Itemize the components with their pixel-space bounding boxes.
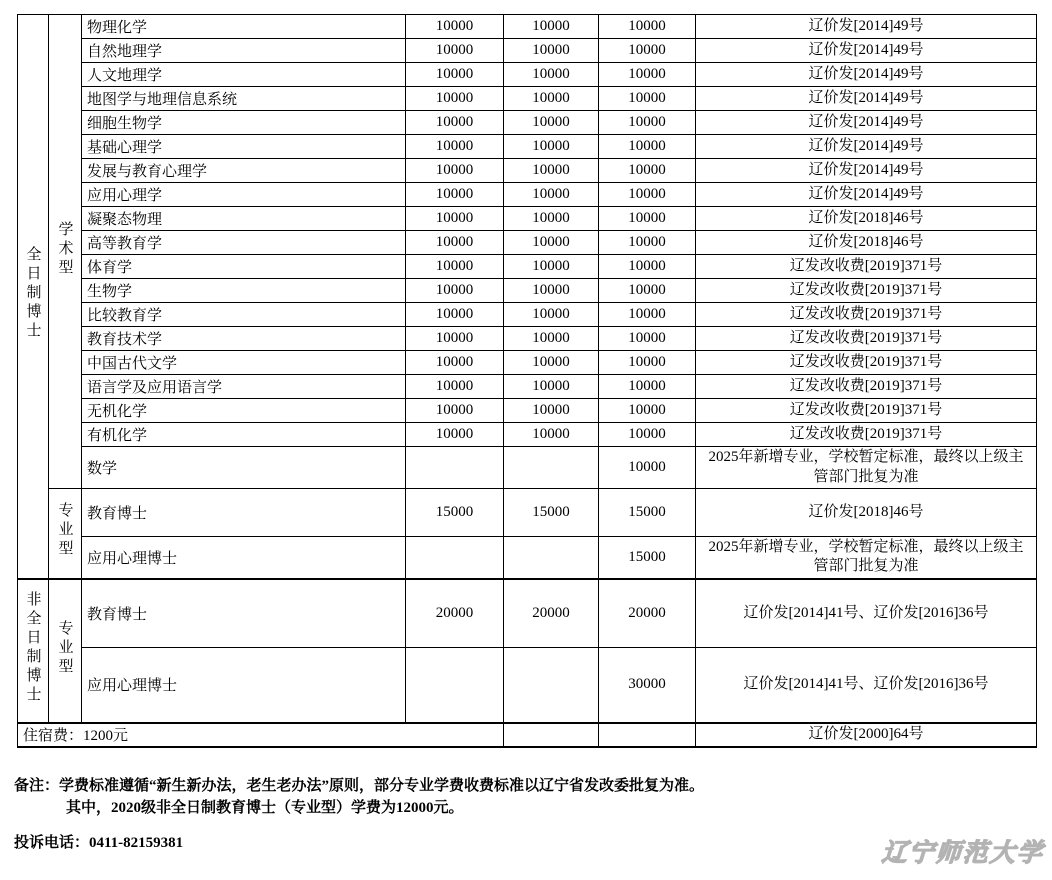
fee-year3-cell: 10000 xyxy=(599,87,696,111)
basis-cell: 辽价发[2014]49号 xyxy=(696,111,1037,135)
table-row xyxy=(18,87,1037,111)
table-row xyxy=(18,279,1037,303)
category-label-parttime: 非全日制博士 xyxy=(24,591,41,705)
fee-year2-cell: 10000 xyxy=(504,159,599,183)
fee-year2-cell: 10000 xyxy=(504,15,599,39)
type-label-professional: 专业型 xyxy=(56,502,73,560)
basis-cell: 辽价发[2018]46号 xyxy=(696,489,1037,537)
fee-year2-cell xyxy=(504,723,599,747)
table-row xyxy=(18,111,1037,135)
major-cell: 数学 xyxy=(82,447,406,489)
fee-year2-cell: 10000 xyxy=(504,279,599,303)
fee-year3-cell: 10000 xyxy=(599,255,696,279)
major-cell: 教育博士 xyxy=(82,489,406,537)
fee-year1-cell: 15000 xyxy=(406,489,504,537)
complaint-phone: 投诉电话：0411-82159381 xyxy=(14,835,184,851)
basis-cell: 辽价发[2014]49号 xyxy=(696,39,1037,63)
fee-year2-cell: 10000 xyxy=(504,135,599,159)
category-cell-parttime xyxy=(18,579,49,723)
basis-cell: 辽发改收费[2019]371号 xyxy=(696,303,1037,327)
fee-year1-cell: 10000 xyxy=(406,351,504,375)
basis-cell: 辽价发[2018]46号 xyxy=(696,207,1037,231)
fee-year2-cell: 10000 xyxy=(504,423,599,447)
fee-year1-cell: 10000 xyxy=(406,15,504,39)
fee-year1-cell: 10000 xyxy=(406,135,504,159)
basis-cell: 辽发改收费[2019]371号 xyxy=(696,327,1037,351)
fee-year3-cell: 10000 xyxy=(599,111,696,135)
fee-year3-cell: 10000 xyxy=(599,303,696,327)
fee-year1-cell xyxy=(406,648,504,723)
fee-year1-cell: 10000 xyxy=(406,423,504,447)
table-row xyxy=(18,423,1037,447)
table-row xyxy=(18,537,1037,579)
basis-cell: 辽价发[2014]41号、辽价发[2016]36号 xyxy=(696,648,1037,723)
major-cell: 细胞生物学 xyxy=(82,111,406,135)
fee-year3-cell: 15000 xyxy=(599,489,696,537)
major-cell: 高等教育学 xyxy=(82,231,406,255)
fee-year1-cell: 10000 xyxy=(406,375,504,399)
fee-year2-cell: 10000 xyxy=(504,327,599,351)
fee-year1-cell: 10000 xyxy=(406,255,504,279)
table-row xyxy=(18,399,1037,423)
note-line-1: 备注：学费标准遵循“新生新办法，老生老办法”原则，部分专业学费收费标准以辽宁省发改委批复为准。 xyxy=(14,778,705,794)
notes xyxy=(14,775,1024,854)
major-cell: 应用心理博士 xyxy=(82,537,406,579)
major-cell: 体育学 xyxy=(82,255,406,279)
fee-year3-cell: 10000 xyxy=(599,159,696,183)
basis-cell: 辽价发[2018]46号 xyxy=(696,231,1037,255)
fee-year3-cell: 10000 xyxy=(599,351,696,375)
basis-cell: 辽价发[2014]49号 xyxy=(696,135,1037,159)
fee-year2-cell xyxy=(504,447,599,489)
fee-year2-cell: 10000 xyxy=(504,375,599,399)
table-row xyxy=(18,135,1037,159)
major-cell: 生物学 xyxy=(82,279,406,303)
table-row xyxy=(18,375,1037,399)
major-cell: 语言学及应用语言学 xyxy=(82,375,406,399)
basis-cell: 辽价发[2014]41号、辽价发[2016]36号 xyxy=(696,579,1037,648)
table-row xyxy=(18,303,1037,327)
fee-year1-cell: 10000 xyxy=(406,87,504,111)
basis-cell: 辽发改收费[2019]371号 xyxy=(696,255,1037,279)
major-cell: 比较教育学 xyxy=(82,303,406,327)
table-row xyxy=(18,231,1037,255)
major-cell: 物理化学 xyxy=(82,15,406,39)
fee-year1-cell: 10000 xyxy=(406,183,504,207)
fee-year2-cell: 10000 xyxy=(504,231,599,255)
watermark: 辽宁师范大学 xyxy=(880,839,1045,867)
major-cell: 有机化学 xyxy=(82,423,406,447)
fee-year3-cell: 20000 xyxy=(599,579,696,648)
basis-cell: 辽发改收费[2019]371号 xyxy=(696,375,1037,399)
fee-year2-cell: 10000 xyxy=(504,351,599,375)
fee-year2-cell: 10000 xyxy=(504,63,599,87)
fee-year1-cell: 10000 xyxy=(406,63,504,87)
fee-year3-cell: 10000 xyxy=(599,15,696,39)
basis-cell: 辽发改收费[2019]371号 xyxy=(696,279,1037,303)
fee-year1-cell: 10000 xyxy=(406,159,504,183)
table-row xyxy=(18,327,1037,351)
table-row xyxy=(18,15,1037,39)
fee-year1-cell xyxy=(406,447,504,489)
major-cell: 教育博士 xyxy=(82,579,406,648)
fee-year3-cell: 10000 xyxy=(599,327,696,351)
table-row xyxy=(18,255,1037,279)
fee-year2-cell: 20000 xyxy=(504,579,599,648)
table-row xyxy=(18,351,1037,375)
type-label-professional: 专业型 xyxy=(56,619,73,677)
tuition-fee-table xyxy=(17,14,1037,748)
major-cell: 应用心理学 xyxy=(82,183,406,207)
fee-year3-cell: 10000 xyxy=(599,231,696,255)
basis-cell: 辽价发[2014]49号 xyxy=(696,159,1037,183)
basis-cell: 辽价发[2014]49号 xyxy=(696,63,1037,87)
fee-year2-cell: 10000 xyxy=(504,111,599,135)
table-row xyxy=(18,579,1037,648)
table-row xyxy=(18,207,1037,231)
table-row xyxy=(18,447,1037,489)
fee-year1-cell: 10000 xyxy=(406,207,504,231)
fee-year1-cell: 10000 xyxy=(406,303,504,327)
major-cell: 凝聚态物理 xyxy=(82,207,406,231)
basis-cell: 辽价发[2000]64号 xyxy=(696,723,1037,747)
major-cell: 地图学与地理信息系统 xyxy=(82,87,406,111)
major-cell: 自然地理学 xyxy=(82,39,406,63)
basis-cell: 辽价发[2014]49号 xyxy=(696,15,1037,39)
fee-year2-cell: 10000 xyxy=(504,207,599,231)
fee-year2-cell: 10000 xyxy=(504,87,599,111)
fee-year1-cell: 10000 xyxy=(406,111,504,135)
category-label-fulltime: 全日制博士 xyxy=(24,246,41,342)
fee-year2-cell: 10000 xyxy=(504,399,599,423)
basis-cell: 辽价发[2014]49号 xyxy=(696,183,1037,207)
fee-year3-cell: 10000 xyxy=(599,423,696,447)
fee-year3-cell: 10000 xyxy=(599,447,696,489)
fee-year2-cell: 10000 xyxy=(504,255,599,279)
fee-year3-cell: 10000 xyxy=(599,135,696,159)
table-row xyxy=(18,723,1037,747)
major-cell: 无机化学 xyxy=(82,399,406,423)
fee-year1-cell: 10000 xyxy=(406,279,504,303)
accommodation-cell: 住宿费：1200元 xyxy=(18,723,504,747)
major-cell: 教育技术学 xyxy=(82,327,406,351)
fee-year3-cell xyxy=(599,723,696,747)
fee-year3-cell: 10000 xyxy=(599,39,696,63)
fee-year2-cell xyxy=(504,648,599,723)
major-cell: 应用心理博士 xyxy=(82,648,406,723)
fee-year1-cell xyxy=(406,537,504,579)
basis-cell: 辽价发[2014]49号 xyxy=(696,87,1037,111)
fee-year3-cell: 15000 xyxy=(599,537,696,579)
basis-cell: 辽发改收费[2019]371号 xyxy=(696,423,1037,447)
type-cell-professional-parttime xyxy=(49,579,82,723)
type-label-academic: 学术型 xyxy=(56,220,73,278)
fee-year3-cell: 10000 xyxy=(599,375,696,399)
fee-year1-cell: 10000 xyxy=(406,231,504,255)
fee-year3-cell: 10000 xyxy=(599,207,696,231)
fee-year3-cell: 30000 xyxy=(599,648,696,723)
table-row xyxy=(18,489,1037,537)
fee-year1-cell: 20000 xyxy=(406,579,504,648)
table-row xyxy=(18,159,1037,183)
table-row xyxy=(18,39,1037,63)
fee-year2-cell: 10000 xyxy=(504,303,599,327)
table-row xyxy=(18,183,1037,207)
fee-year2-cell: 10000 xyxy=(504,183,599,207)
basis-cell: 2025年新增专业，学校暂定标准，最终以上级主管部门批复为准 xyxy=(696,447,1037,489)
fee-year3-cell: 10000 xyxy=(599,399,696,423)
table-row xyxy=(18,63,1037,87)
major-cell: 基础心理学 xyxy=(82,135,406,159)
major-cell: 发展与教育心理学 xyxy=(82,159,406,183)
type-cell-academic xyxy=(49,15,82,489)
fee-year2-cell: 15000 xyxy=(504,489,599,537)
category-cell-fulltime xyxy=(18,15,49,579)
fee-year3-cell: 10000 xyxy=(599,63,696,87)
fee-year1-cell: 10000 xyxy=(406,39,504,63)
fee-year1-cell: 10000 xyxy=(406,399,504,423)
fee-year2-cell: 10000 xyxy=(504,39,599,63)
basis-cell: 辽发改收费[2019]371号 xyxy=(696,351,1037,375)
major-cell: 人文地理学 xyxy=(82,63,406,87)
basis-cell: 2025年新增专业，学校暂定标准，最终以上级主管部门批复为准 xyxy=(696,537,1037,579)
fee-year3-cell: 10000 xyxy=(599,183,696,207)
fee-year1-cell: 10000 xyxy=(406,327,504,351)
table-row xyxy=(18,648,1037,723)
fee-year3-cell: 10000 xyxy=(599,279,696,303)
fee-year2-cell xyxy=(504,537,599,579)
note-line-2: 其中，2020级非全日制教育博士（专业型）学费为12000元。 xyxy=(66,800,464,816)
major-cell: 中国古代文学 xyxy=(82,351,406,375)
basis-cell: 辽发改收费[2019]371号 xyxy=(696,399,1037,423)
type-cell-professional-fulltime xyxy=(49,489,82,579)
